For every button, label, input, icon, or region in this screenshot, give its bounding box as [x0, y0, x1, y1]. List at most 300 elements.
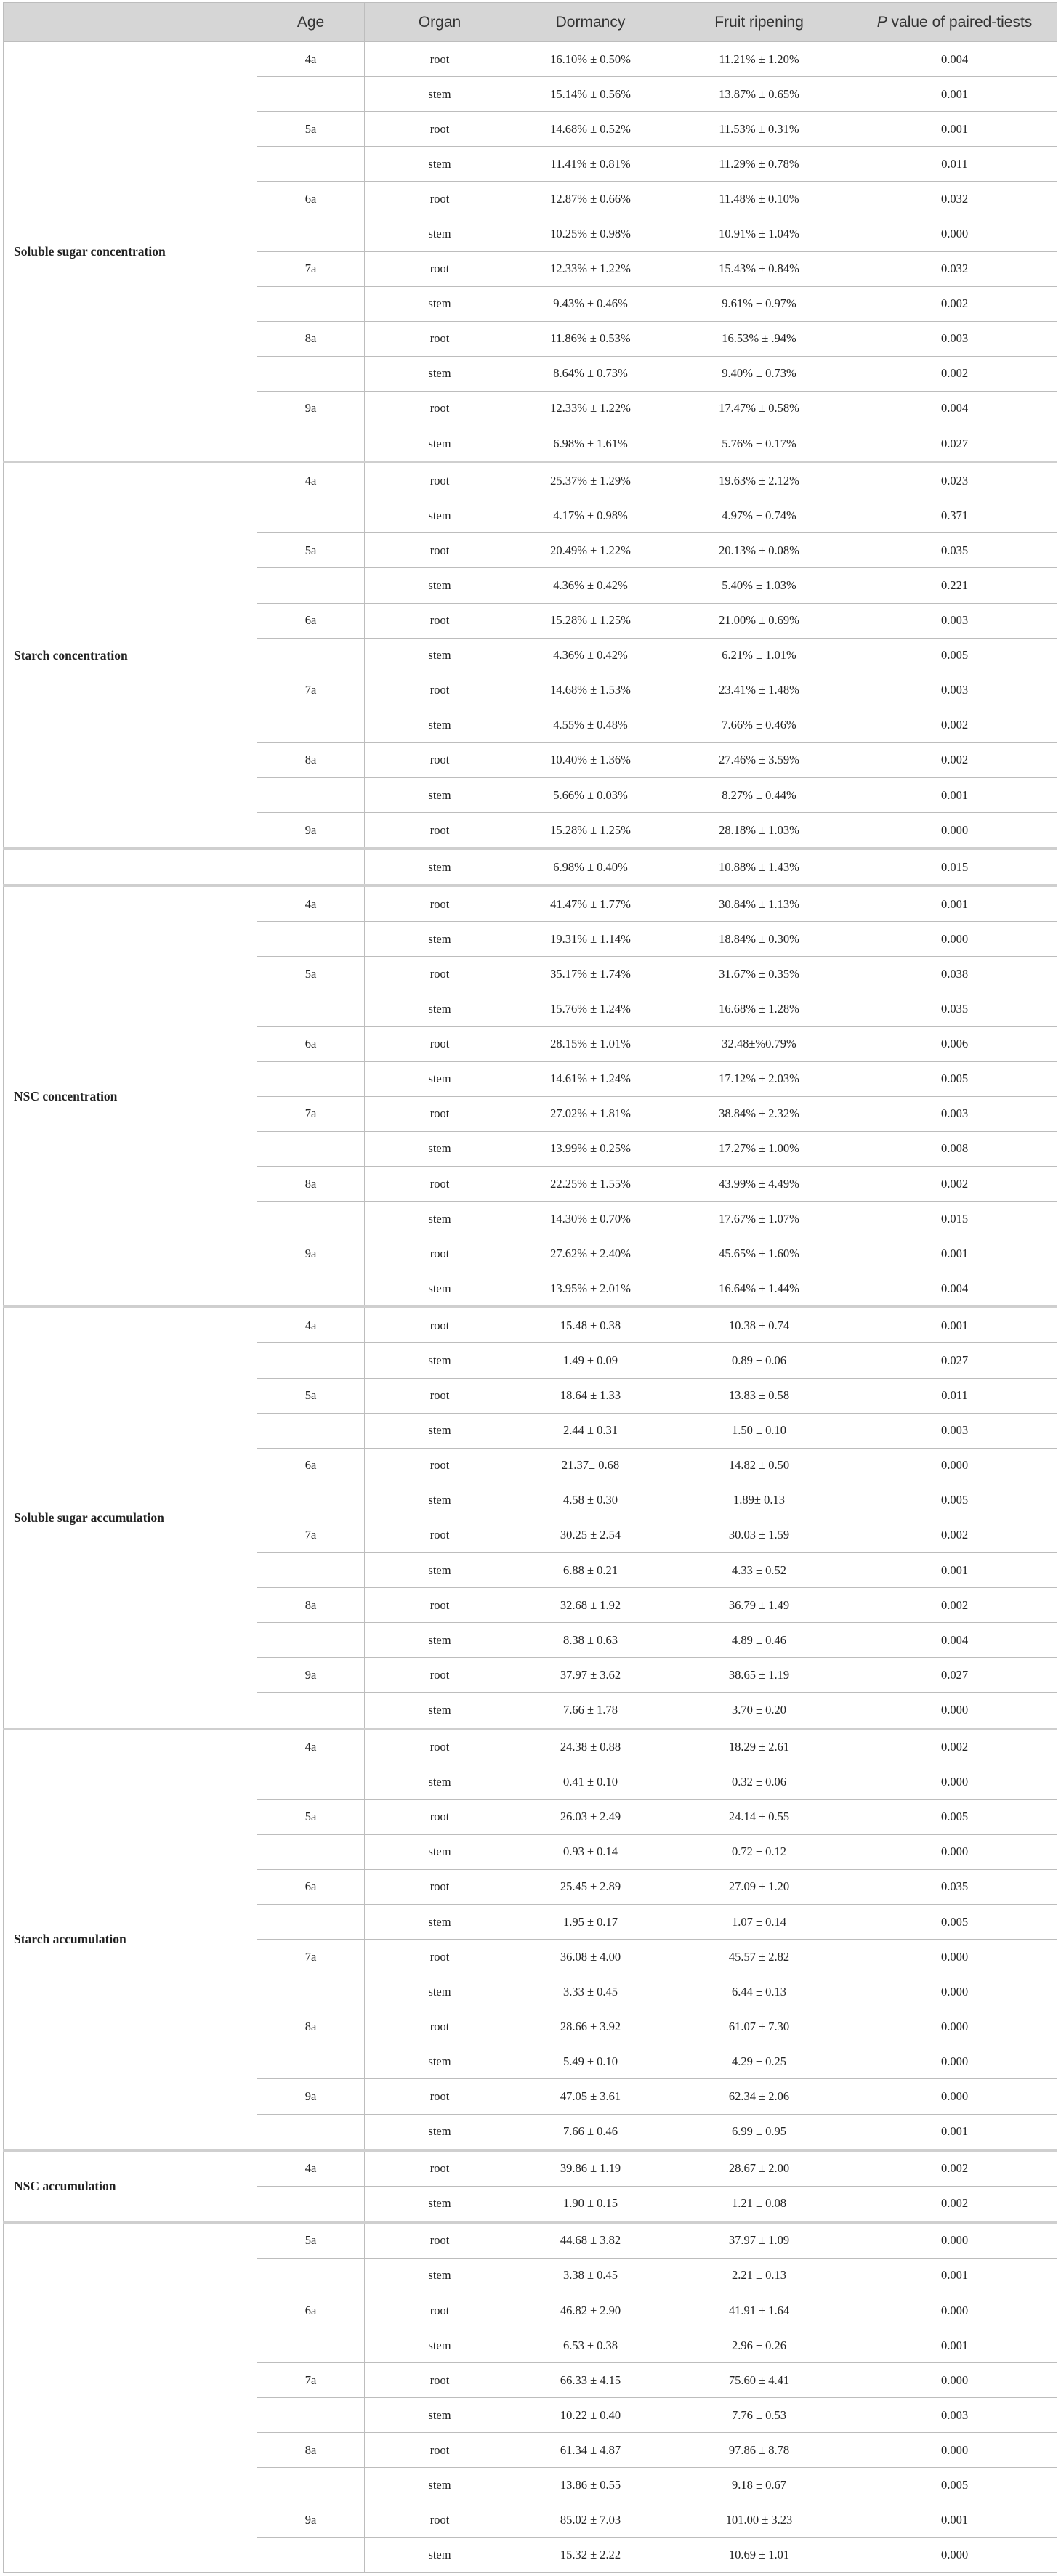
dormancy-cell: 1.95 ± 0.17 — [515, 1904, 666, 1939]
age-cell: 5a — [257, 957, 365, 992]
dormancy-cell: 4.17% ± 0.98% — [515, 498, 666, 533]
p-value-cell: 0.027 — [852, 1343, 1057, 1378]
p-value-cell: 0.027 — [852, 1658, 1057, 1693]
p-value-cell: 0.001 — [852, 77, 1057, 112]
p-value-cell: 0.035 — [852, 533, 1057, 568]
fruit-ripening-cell: 18.29 ± 2.61 — [666, 1729, 852, 1765]
dormancy-cell: 14.61% ± 1.24% — [515, 1061, 666, 1096]
age-cell — [257, 1623, 365, 1658]
table-row — [4, 1307, 1057, 1343]
organ-cell: root — [365, 2150, 515, 2187]
age-cell: 7a — [257, 673, 365, 708]
p-value-cell: 0.005 — [852, 638, 1057, 673]
dormancy-cell: 8.38 ± 0.63 — [515, 1623, 666, 1658]
age-cell: 7a — [257, 251, 365, 286]
fruit-ripening-cell: 27.46% ± 3.59% — [666, 742, 852, 777]
p-value-cell: 0.000 — [852, 1974, 1057, 2009]
dormancy-cell: 14.68% ± 0.52% — [515, 112, 666, 147]
age-cell — [257, 708, 365, 742]
dormancy-cell: 0.41 ± 0.10 — [515, 1765, 666, 1799]
p-value-cell: 0.371 — [852, 498, 1057, 533]
organ-cell: stem — [365, 2258, 515, 2293]
p-value-cell: 0.001 — [852, 2328, 1057, 2363]
age-cell — [257, 2044, 365, 2079]
organ-cell: stem — [365, 2398, 515, 2433]
age-cell — [257, 426, 365, 463]
dormancy-cell: 3.38 ± 0.45 — [515, 2258, 666, 2293]
fruit-ripening-cell: 32.48±%0.79% — [666, 1026, 852, 1061]
age-cell — [257, 1765, 365, 1799]
p-value-cell: 0.002 — [852, 742, 1057, 777]
age-cell: 9a — [257, 1236, 365, 1271]
age-cell: 5a — [257, 112, 365, 147]
age-cell: 4a — [257, 886, 365, 922]
organ-cell: stem — [365, 1483, 515, 1518]
dormancy-cell: 15.76% ± 1.24% — [515, 992, 666, 1026]
fruit-ripening-cell: 19.63% ± 2.12% — [666, 462, 852, 498]
age-cell: 8a — [257, 2009, 365, 2044]
p-value-cell: 0.004 — [852, 391, 1057, 426]
organ-cell: stem — [365, 1131, 515, 1166]
fruit-ripening-cell: 10.88% ± 1.43% — [666, 848, 852, 886]
dormancy-cell: 12.33% ± 1.22% — [515, 391, 666, 426]
age-cell — [257, 848, 365, 886]
p-value-cell: 0.003 — [852, 1096, 1057, 1131]
fruit-ripening-cell: 37.97 ± 1.09 — [666, 2222, 852, 2259]
dormancy-cell: 85.02 ± 7.03 — [515, 2503, 666, 2537]
fruit-ripening-cell: 9.40% ± 0.73% — [666, 356, 852, 391]
p-value-cell: 0.001 — [852, 886, 1057, 922]
organ-cell: root — [365, 1167, 515, 1202]
dormancy-cell: 6.98% ± 0.40% — [515, 848, 666, 886]
p-value-cell: 0.000 — [852, 1448, 1057, 1483]
organ-cell: stem — [365, 286, 515, 321]
fruit-ripening-cell: 4.33 ± 0.52 — [666, 1553, 852, 1588]
fruit-ripening-cell: 21.00% ± 0.69% — [666, 603, 852, 638]
dormancy-cell: 27.02% ± 1.81% — [515, 1096, 666, 1131]
dormancy-cell: 15.28% ± 1.25% — [515, 603, 666, 638]
age-cell — [257, 1974, 365, 2009]
p-value-cell: 0.002 — [852, 286, 1057, 321]
fruit-ripening-cell: 2.96 ± 0.26 — [666, 2328, 852, 2363]
dormancy-cell: 5.66% ± 0.03% — [515, 777, 666, 812]
p-value-cell: 0.003 — [852, 603, 1057, 638]
organ-cell: stem — [365, 498, 515, 533]
organ-cell: root — [365, 1096, 515, 1131]
fruit-ripening-cell: 14.82 ± 0.50 — [666, 1448, 852, 1483]
p-value-cell: 0.000 — [852, 216, 1057, 251]
age-cell — [257, 2114, 365, 2150]
fruit-ripening-cell: 61.07 ± 7.30 — [666, 2009, 852, 2044]
dormancy-cell: 13.95% ± 2.01% — [515, 1271, 666, 1308]
age-cell — [257, 568, 365, 603]
dormancy-cell: 10.22 ± 0.40 — [515, 2398, 666, 2433]
p-value-cell: 0.015 — [852, 848, 1057, 886]
header-organ: Organ — [365, 3, 515, 42]
p-value-cell: 0.008 — [852, 1131, 1057, 1166]
fruit-ripening-cell: 7.76 ± 0.53 — [666, 2398, 852, 2433]
organ-cell: root — [365, 391, 515, 426]
age-cell — [257, 1483, 365, 1518]
dormancy-cell: 15.48 ± 0.38 — [515, 1307, 666, 1343]
age-cell — [257, 2258, 365, 2293]
organ-cell: root — [365, 1940, 515, 1974]
p-value-cell: 0.003 — [852, 2398, 1057, 2433]
fruit-ripening-cell: 38.84% ± 2.32% — [666, 1096, 852, 1131]
age-cell — [257, 992, 365, 1026]
group-label: Soluble sugar accumulation — [4, 1307, 257, 1728]
dormancy-cell: 36.08 ± 4.00 — [515, 1940, 666, 1974]
fruit-ripening-cell: 16.64% ± 1.44% — [666, 1271, 852, 1308]
organ-cell: root — [365, 1799, 515, 1834]
fruit-ripening-cell: 10.69 ± 1.01 — [666, 2537, 852, 2572]
dormancy-cell: 26.03 ± 2.49 — [515, 1799, 666, 1834]
fruit-ripening-cell: 9.18 ± 0.67 — [666, 2468, 852, 2503]
age-cell — [257, 1271, 365, 1308]
age-cell: 5a — [257, 2222, 365, 2259]
header-p-value — [852, 3, 1057, 42]
organ-cell: stem — [365, 2114, 515, 2150]
fruit-ripening-cell: 5.76% ± 0.17% — [666, 426, 852, 463]
dormancy-cell: 13.99% ± 0.25% — [515, 1131, 666, 1166]
age-cell: 8a — [257, 321, 365, 356]
organ-cell: root — [365, 42, 515, 77]
age-cell: 8a — [257, 1167, 365, 1202]
fruit-ripening-cell: 62.34 ± 2.06 — [666, 2079, 852, 2114]
fruit-ripening-cell: 10.91% ± 1.04% — [666, 216, 852, 251]
organ-cell: root — [365, 1448, 515, 1483]
organ-cell: root — [365, 1658, 515, 1693]
age-cell: 6a — [257, 182, 365, 216]
dormancy-cell: 4.36% ± 0.42% — [515, 638, 666, 673]
age-cell: 4a — [257, 462, 365, 498]
organ-cell: root — [365, 2293, 515, 2328]
fruit-ripening-cell: 97.86 ± 8.78 — [666, 2433, 852, 2468]
age-cell — [257, 638, 365, 673]
age-cell: 6a — [257, 603, 365, 638]
dormancy-cell: 16.10% ± 0.50% — [515, 42, 666, 77]
dormancy-cell: 46.82 ± 2.90 — [515, 2293, 666, 2328]
fruit-ripening-cell: 6.21% ± 1.01% — [666, 638, 852, 673]
age-cell: 6a — [257, 1448, 365, 1483]
p-value-cell: 0.002 — [852, 1588, 1057, 1623]
fruit-ripening-cell: 2.21 ± 0.13 — [666, 2258, 852, 2293]
data-table — [3, 2, 1057, 2573]
header-group — [4, 3, 257, 42]
dormancy-cell: 47.05 ± 3.61 — [515, 2079, 666, 2114]
dormancy-cell: 61.34 ± 4.87 — [515, 2433, 666, 2468]
organ-cell: root — [365, 2222, 515, 2259]
dormancy-cell: 10.25% ± 0.98% — [515, 216, 666, 251]
age-cell — [257, 1553, 365, 1588]
organ-cell: root — [365, 462, 515, 498]
fruit-ripening-cell: 101.00 ± 3.23 — [666, 2503, 852, 2537]
organ-cell: stem — [365, 992, 515, 1026]
dormancy-cell: 15.28% ± 1.25% — [515, 813, 666, 849]
age-cell — [257, 1904, 365, 1939]
fruit-ripening-cell: 11.48% ± 0.10% — [666, 182, 852, 216]
organ-cell: stem — [365, 426, 515, 463]
organ-cell: root — [365, 673, 515, 708]
fruit-ripening-cell: 10.38 ± 0.74 — [666, 1307, 852, 1343]
fruit-ripening-cell: 11.53% ± 0.31% — [666, 112, 852, 147]
dormancy-cell: 2.44 ± 0.31 — [515, 1413, 666, 1448]
dormancy-cell: 19.31% ± 1.14% — [515, 922, 666, 957]
organ-cell: stem — [365, 922, 515, 957]
p-value-cell: 0.000 — [852, 1940, 1057, 1974]
table-row — [4, 42, 1057, 77]
p-value-cell: 0.035 — [852, 1869, 1057, 1904]
fruit-ripening-cell: 4.29 ± 0.25 — [666, 2044, 852, 2079]
organ-cell: stem — [365, 216, 515, 251]
organ-cell: root — [365, 321, 515, 356]
organ-cell: stem — [365, 1061, 515, 1096]
dormancy-cell: 15.32 ± 2.22 — [515, 2537, 666, 2572]
dormancy-cell: 0.93 ± 0.14 — [515, 1834, 666, 1869]
dormancy-cell: 18.64 ± 1.33 — [515, 1378, 666, 1413]
header-dormancy: Dormancy — [515, 3, 666, 42]
organ-cell: stem — [365, 777, 515, 812]
organ-cell: root — [365, 1588, 515, 1623]
p-value-cell: 0.004 — [852, 42, 1057, 77]
dormancy-cell: 39.86 ± 1.19 — [515, 2150, 666, 2187]
organ-cell: stem — [365, 2044, 515, 2079]
organ-cell: root — [365, 813, 515, 849]
fruit-ripening-cell: 17.27% ± 1.00% — [666, 1131, 852, 1166]
organ-cell: root — [365, 533, 515, 568]
age-cell: 9a — [257, 391, 365, 426]
fruit-ripening-cell: 31.67% ± 0.35% — [666, 957, 852, 992]
fruit-ripening-cell: 23.41% ± 1.48% — [666, 673, 852, 708]
fruit-ripening-cell: 11.21% ± 1.20% — [666, 42, 852, 77]
dormancy-cell: 35.17% ± 1.74% — [515, 957, 666, 992]
age-cell: 9a — [257, 2503, 365, 2537]
fruit-ripening-cell: 9.61% ± 0.97% — [666, 286, 852, 321]
age-cell: 9a — [257, 1658, 365, 1693]
fruit-ripening-cell: 1.89± 0.13 — [666, 1483, 852, 1518]
p-value-cell: 0.011 — [852, 147, 1057, 182]
dormancy-cell: 20.49% ± 1.22% — [515, 533, 666, 568]
age-cell — [257, 777, 365, 812]
p-value-cell: 0.000 — [852, 2044, 1057, 2079]
fruit-ripening-cell: 1.50 ± 0.10 — [666, 1413, 852, 1448]
p-value-cell: 0.005 — [852, 1061, 1057, 1096]
organ-cell: root — [365, 603, 515, 638]
organ-cell: stem — [365, 1553, 515, 1588]
fruit-ripening-cell: 20.13% ± 0.08% — [666, 533, 852, 568]
p-value-cell: 0.004 — [852, 1271, 1057, 1308]
organ-cell: root — [365, 2503, 515, 2537]
dormancy-cell: 11.41% ± 0.81% — [515, 147, 666, 182]
dormancy-cell: 44.68 ± 3.82 — [515, 2222, 666, 2259]
p-value-cell: 0.002 — [852, 356, 1057, 391]
age-cell — [257, 216, 365, 251]
age-cell: 6a — [257, 2293, 365, 2328]
p-value-cell: 0.000 — [852, 2222, 1057, 2259]
organ-cell: root — [365, 182, 515, 216]
age-cell: 4a — [257, 1729, 365, 1765]
organ-cell: stem — [365, 1834, 515, 1869]
header-p-italic: P — [876, 13, 887, 31]
organ-cell: stem — [365, 2537, 515, 2572]
organ-cell: root — [365, 957, 515, 992]
age-cell — [257, 2328, 365, 2363]
organ-cell: stem — [365, 1693, 515, 1729]
age-cell — [257, 2398, 365, 2433]
organ-cell: stem — [365, 1623, 515, 1658]
p-value-cell: 0.015 — [852, 1202, 1057, 1236]
fruit-ripening-cell: 6.44 ± 0.13 — [666, 1974, 852, 2009]
p-value-cell: 0.035 — [852, 992, 1057, 1026]
age-cell — [257, 1202, 365, 1236]
p-value-cell: 0.011 — [852, 1378, 1057, 1413]
organ-cell: stem — [365, 2328, 515, 2363]
p-value-cell: 0.005 — [852, 2468, 1057, 2503]
group-label: NSC concentration — [4, 886, 257, 1307]
dormancy-cell: 9.43% ± 0.46% — [515, 286, 666, 321]
dormancy-cell: 15.14% ± 0.56% — [515, 77, 666, 112]
dormancy-cell: 27.62% ± 2.40% — [515, 1236, 666, 1271]
organ-cell: root — [365, 1518, 515, 1552]
fruit-ripening-cell: 18.84% ± 0.30% — [666, 922, 852, 957]
organ-cell: stem — [365, 1765, 515, 1799]
p-value-cell: 0.027 — [852, 426, 1057, 463]
p-value-cell: 0.004 — [852, 1623, 1057, 1658]
p-value-cell: 0.002 — [852, 1167, 1057, 1202]
p-value-cell: 0.003 — [852, 673, 1057, 708]
age-cell: 9a — [257, 2079, 365, 2114]
organ-cell: root — [365, 251, 515, 286]
p-value-cell: 0.001 — [852, 2503, 1057, 2537]
fruit-ripening-cell: 24.14 ± 0.55 — [666, 1799, 852, 1834]
age-cell: 7a — [257, 1518, 365, 1552]
dormancy-cell: 7.66 ± 1.78 — [515, 1693, 666, 1729]
dormancy-cell: 8.64% ± 0.73% — [515, 356, 666, 391]
age-cell: 8a — [257, 2433, 365, 2468]
organ-cell: root — [365, 1729, 515, 1765]
fruit-ripening-cell: 0.72 ± 0.12 — [666, 1834, 852, 1869]
p-value-cell: 0.000 — [852, 2293, 1057, 2328]
fruit-ripening-cell: 17.47% ± 0.58% — [666, 391, 852, 426]
age-cell — [257, 1834, 365, 1869]
age-cell: 5a — [257, 1799, 365, 1834]
fruit-ripening-cell: 45.65% ± 1.60% — [666, 1236, 852, 1271]
p-value-cell: 0.003 — [852, 321, 1057, 356]
age-cell — [257, 1061, 365, 1096]
organ-cell: stem — [365, 77, 515, 112]
dormancy-cell: 4.58 ± 0.30 — [515, 1483, 666, 1518]
age-cell — [257, 1343, 365, 1378]
age-cell: 4a — [257, 1307, 365, 1343]
p-value-cell: 0.000 — [852, 1765, 1057, 1799]
p-value-cell: 0.001 — [852, 112, 1057, 147]
dormancy-cell: 25.45 ± 2.89 — [515, 1869, 666, 1904]
fruit-ripening-cell: 45.57 ± 2.82 — [666, 1940, 852, 1974]
p-value-cell: 0.032 — [852, 182, 1057, 216]
fruit-ripening-cell: 3.70 ± 0.20 — [666, 1693, 852, 1729]
p-value-cell: 0.001 — [852, 1236, 1057, 1271]
age-cell: 7a — [257, 2363, 365, 2398]
table-row — [4, 848, 1057, 886]
organ-cell: stem — [365, 708, 515, 742]
table-row — [4, 886, 1057, 922]
p-value-cell: 0.002 — [852, 1729, 1057, 1765]
organ-cell: stem — [365, 1202, 515, 1236]
p-value-cell: 0.002 — [852, 2186, 1057, 2222]
dormancy-cell: 7.66 ± 0.46 — [515, 2114, 666, 2150]
dormancy-cell: 66.33 ± 4.15 — [515, 2363, 666, 2398]
fruit-ripening-cell: 7.66% ± 0.46% — [666, 708, 852, 742]
dormancy-cell: 41.47% ± 1.77% — [515, 886, 666, 922]
group-label: NSC accumulation — [4, 2150, 257, 2222]
dormancy-cell: 13.86 ± 0.55 — [515, 2468, 666, 2503]
p-value-cell: 0.006 — [852, 1026, 1057, 1061]
p-value-cell: 0.000 — [852, 922, 1057, 957]
p-value-cell: 0.000 — [852, 2009, 1057, 2044]
organ-cell: root — [365, 1236, 515, 1271]
p-value-cell: 0.000 — [852, 1834, 1057, 1869]
fruit-ripening-cell: 75.60 ± 4.41 — [666, 2363, 852, 2398]
organ-cell: root — [365, 2079, 515, 2114]
fruit-ripening-cell: 16.68% ± 1.28% — [666, 992, 852, 1026]
dormancy-cell: 6.88 ± 0.21 — [515, 1553, 666, 1588]
age-cell — [257, 2468, 365, 2503]
p-value-cell: 0.001 — [852, 2258, 1057, 2293]
p-value-cell: 0.002 — [852, 1518, 1057, 1552]
group-label: Starch concentration — [4, 462, 257, 848]
age-cell: 9a — [257, 813, 365, 849]
p-value-cell: 0.000 — [852, 2433, 1057, 2468]
age-cell: 7a — [257, 1940, 365, 1974]
organ-cell: root — [365, 2433, 515, 2468]
organ-cell: stem — [365, 1974, 515, 2009]
fruit-ripening-cell: 4.97% ± 0.74% — [666, 498, 852, 533]
organ-cell: root — [365, 742, 515, 777]
p-value-cell: 0.000 — [852, 2537, 1057, 2572]
p-value-cell: 0.038 — [852, 957, 1057, 992]
group-label: Soluble sugar concentration — [4, 42, 257, 463]
header-p-rest: value of paired-tiests — [887, 13, 1033, 31]
organ-cell: root — [365, 886, 515, 922]
age-cell — [257, 2186, 365, 2222]
age-cell — [257, 1413, 365, 1448]
age-cell: 6a — [257, 1869, 365, 1904]
dormancy-cell: 4.36% ± 0.42% — [515, 568, 666, 603]
dormancy-cell: 6.53 ± 0.38 — [515, 2328, 666, 2363]
p-value-cell: 0.002 — [852, 2150, 1057, 2187]
group-label — [4, 2222, 257, 2572]
fruit-ripening-cell: 28.67 ± 2.00 — [666, 2150, 852, 2187]
organ-cell: root — [365, 112, 515, 147]
dormancy-cell: 25.37% ± 1.29% — [515, 462, 666, 498]
dormancy-cell: 5.49 ± 0.10 — [515, 2044, 666, 2079]
group-label — [4, 848, 257, 886]
fruit-ripening-cell: 13.83 ± 0.58 — [666, 1378, 852, 1413]
organ-cell: stem — [365, 638, 515, 673]
age-cell: 7a — [257, 1096, 365, 1131]
p-value-cell: 0.005 — [852, 1799, 1057, 1834]
fruit-ripening-cell: 27.09 ± 1.20 — [666, 1869, 852, 1904]
age-cell — [257, 77, 365, 112]
table-body — [4, 42, 1057, 2573]
organ-cell: stem — [365, 147, 515, 182]
dormancy-cell: 24.38 ± 0.88 — [515, 1729, 666, 1765]
p-value-cell: 0.005 — [852, 1483, 1057, 1518]
fruit-ripening-cell: 36.79 ± 1.49 — [666, 1588, 852, 1623]
fruit-ripening-cell: 11.29% ± 0.78% — [666, 147, 852, 182]
age-cell: 5a — [257, 1378, 365, 1413]
fruit-ripening-cell: 1.21 ± 0.08 — [666, 2186, 852, 2222]
